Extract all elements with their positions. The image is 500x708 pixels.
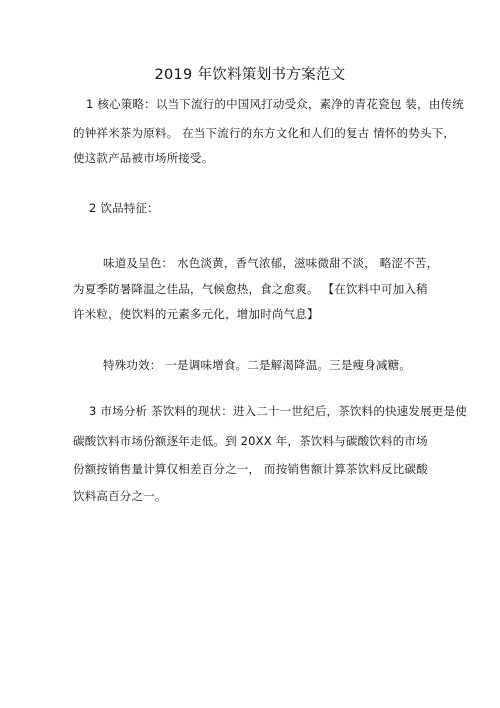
taste-color-line-1: 味道及呈色： 水色淡黄，香气浓郁，滋味微甜不淡， 略涩不苦， xyxy=(103,256,439,270)
core-strategy-line-1: 1 核心策略：以当下流行的中国风打动受众，素净的青花瓷包 装，由传统 xyxy=(86,97,464,111)
document-title: 2019 年饮料策划书方案范文 xyxy=(154,67,346,83)
taste-color-line-2: 为夏季防暑降温之佳品，气候愈热，食之愈爽。 【在饮料中可加入稍 xyxy=(73,282,428,296)
special-effects-line: 特殊功效： 一是调味增食。二是解渴降温。三是瘦身减糖。 xyxy=(103,358,412,372)
core-strategy-line-2: 的钟祥米茶为原料。 在当下流行的东方文化和人们的复古 情怀的势头下， xyxy=(73,126,456,140)
market-analysis-line-3: 份额按销售量计算仅相差百分之一， 而按销售额计算茶饮料反比碳酸 xyxy=(73,462,428,476)
market-analysis-line-2: 碳酸饮料市场份额逐年走低。到 20XX 年，茶饮料与碳酸饮料的市场 xyxy=(73,434,428,448)
core-strategy-line-3: 使这款产品被市场所接受。 xyxy=(73,151,214,165)
product-features-heading: 2 饮品特征： xyxy=(89,201,159,215)
market-analysis-line-4: 饮料高百分之一。 xyxy=(73,489,167,503)
market-analysis-line-1: 3 市场分析 茶饮料的现状：进入二十一世纪后，茶饮料的快速发展更是使 xyxy=(89,404,467,418)
taste-color-line-3: 许米粒，使饮料的元素多元化，增加时尚气息】 xyxy=(73,307,319,321)
